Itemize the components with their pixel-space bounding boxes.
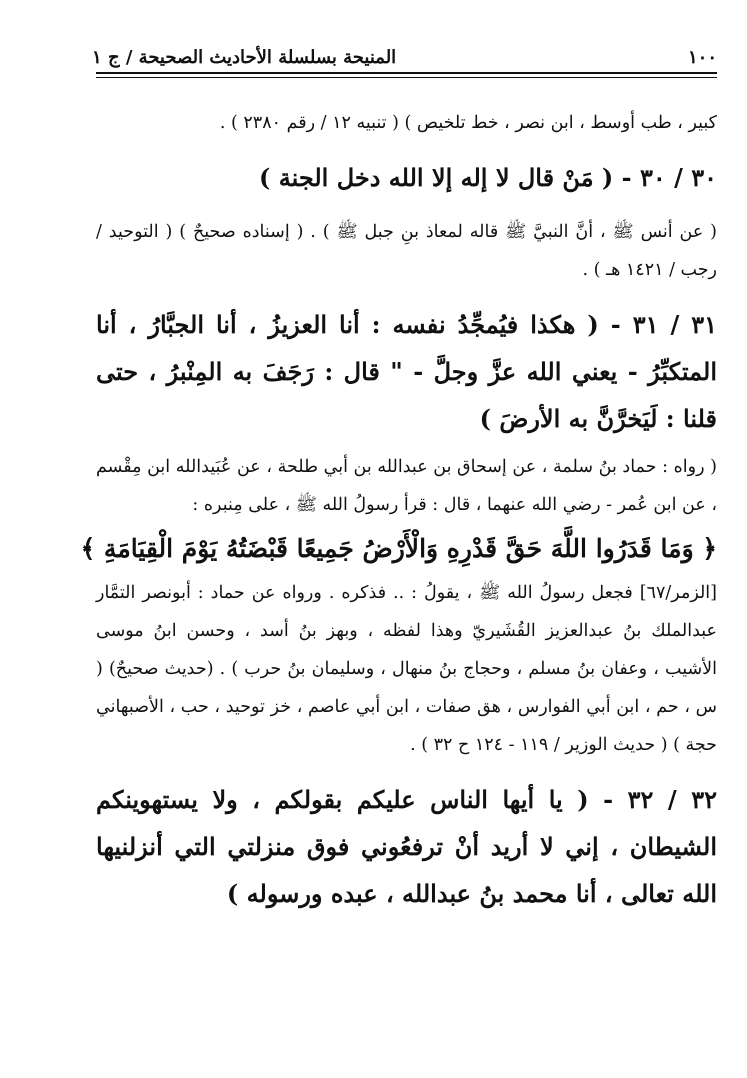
quran-verse: ﴿ وَمَا قَدَرُوا اللَّهَ حَقَّ قَدْرِهِ وَالْأَرْضُ جَمِيعًا قَبْضَتُهُ يَوْمَ الْقِيَامَةِ ﴾ <box>80 534 717 563</box>
reference-paragraph: كبير ، طب أوسط ، ابن نصر ، خط تلخيص ) ( تنبيه ١٢ / رقم ٢٣٨٠ ) . <box>219 113 717 133</box>
page-header <box>92 40 717 74</box>
hadith-32: ٣٢ / ٣٢ - ( يا أيها الناس عليكم بقولكم ، ولا يستهوينكم الشيطان ، إني لا أريد أنْ ترفعُوني فوق منزلتي التي أنزلنيها الله تعالى ، أنا محمد بنُ عبدالله ، عبده ورسوله ) <box>96 785 717 908</box>
page-body <box>80 104 717 917</box>
reference-paragraph: ( عن أنس ﷺ ، أنَّ النبيَّ ﷺ قاله لمعاذ بنِ جبل ﷺ ) . ( إسناده صحيحٌ ) ( التوحيد / رجب / ١٤٢١ هـ ) . <box>96 222 717 280</box>
reference-paragraph: ( رواه : حماد بنُ سلمة ، عن إسحاق بن عبدالله بن أبي طلحة ، عن عُبَيدالله ابن مِقْسم ، عن ابن عُمر - رضي الله عنهما ، قال : قرأ رسولُ الله ﷺ ، على مِنبره : <box>96 457 717 515</box>
header-rule <box>96 72 717 74</box>
page-number: ١٠٠ <box>687 46 717 68</box>
header-rule-thin <box>96 77 717 78</box>
running-title: المنيحة بسلسلة الأحاديث الصحيحة / ج ١ <box>92 46 397 68</box>
hadith-31: ٣١ / ٣١ - ( هكذا فيُمجِّدُ نفسه : أنا العزيزُ ، أنا الجبَّارُ ، أنا المتكبِّرُ - يعني الله عزَّ وجلَّ - " قال : رَجَفَ به المِنْبرُ ، حتى قلنا : لَيَخرَّنَّ به الأرضَ ) <box>96 310 717 433</box>
reference-paragraph: [الزمر/٦٧] فجعل رسولُ الله ﷺ ، يقولُ : .. فذكره . ورواه عن حماد : أبونصر التمَّار عبدالملك بنُ عبدالعزيز القُشَيريّ وهذا لفظه ، وبهز بنُ أسد ، وحسن ابنُ موسى الأشيب ، وعفان بنُ مسلم ، وحجاج بنُ منهال ، وسليمان بنُ حرب ) . (حديث صحيحٌ) ( س ، حم ، ابن أبي الفوارس ، هق صفات ، ابن أبي عاصم ، خز توحيد ، حب ، الأصبهاني حجة ) ( حديث الوزير / ١١٩ - ١٢٤ ح ٣٢ ) . <box>96 583 717 755</box>
hadith-30: ٣٠ / ٣٠ - ( مَنْ قال لا إله إلا الله دخل الجنة ) <box>259 163 717 192</box>
